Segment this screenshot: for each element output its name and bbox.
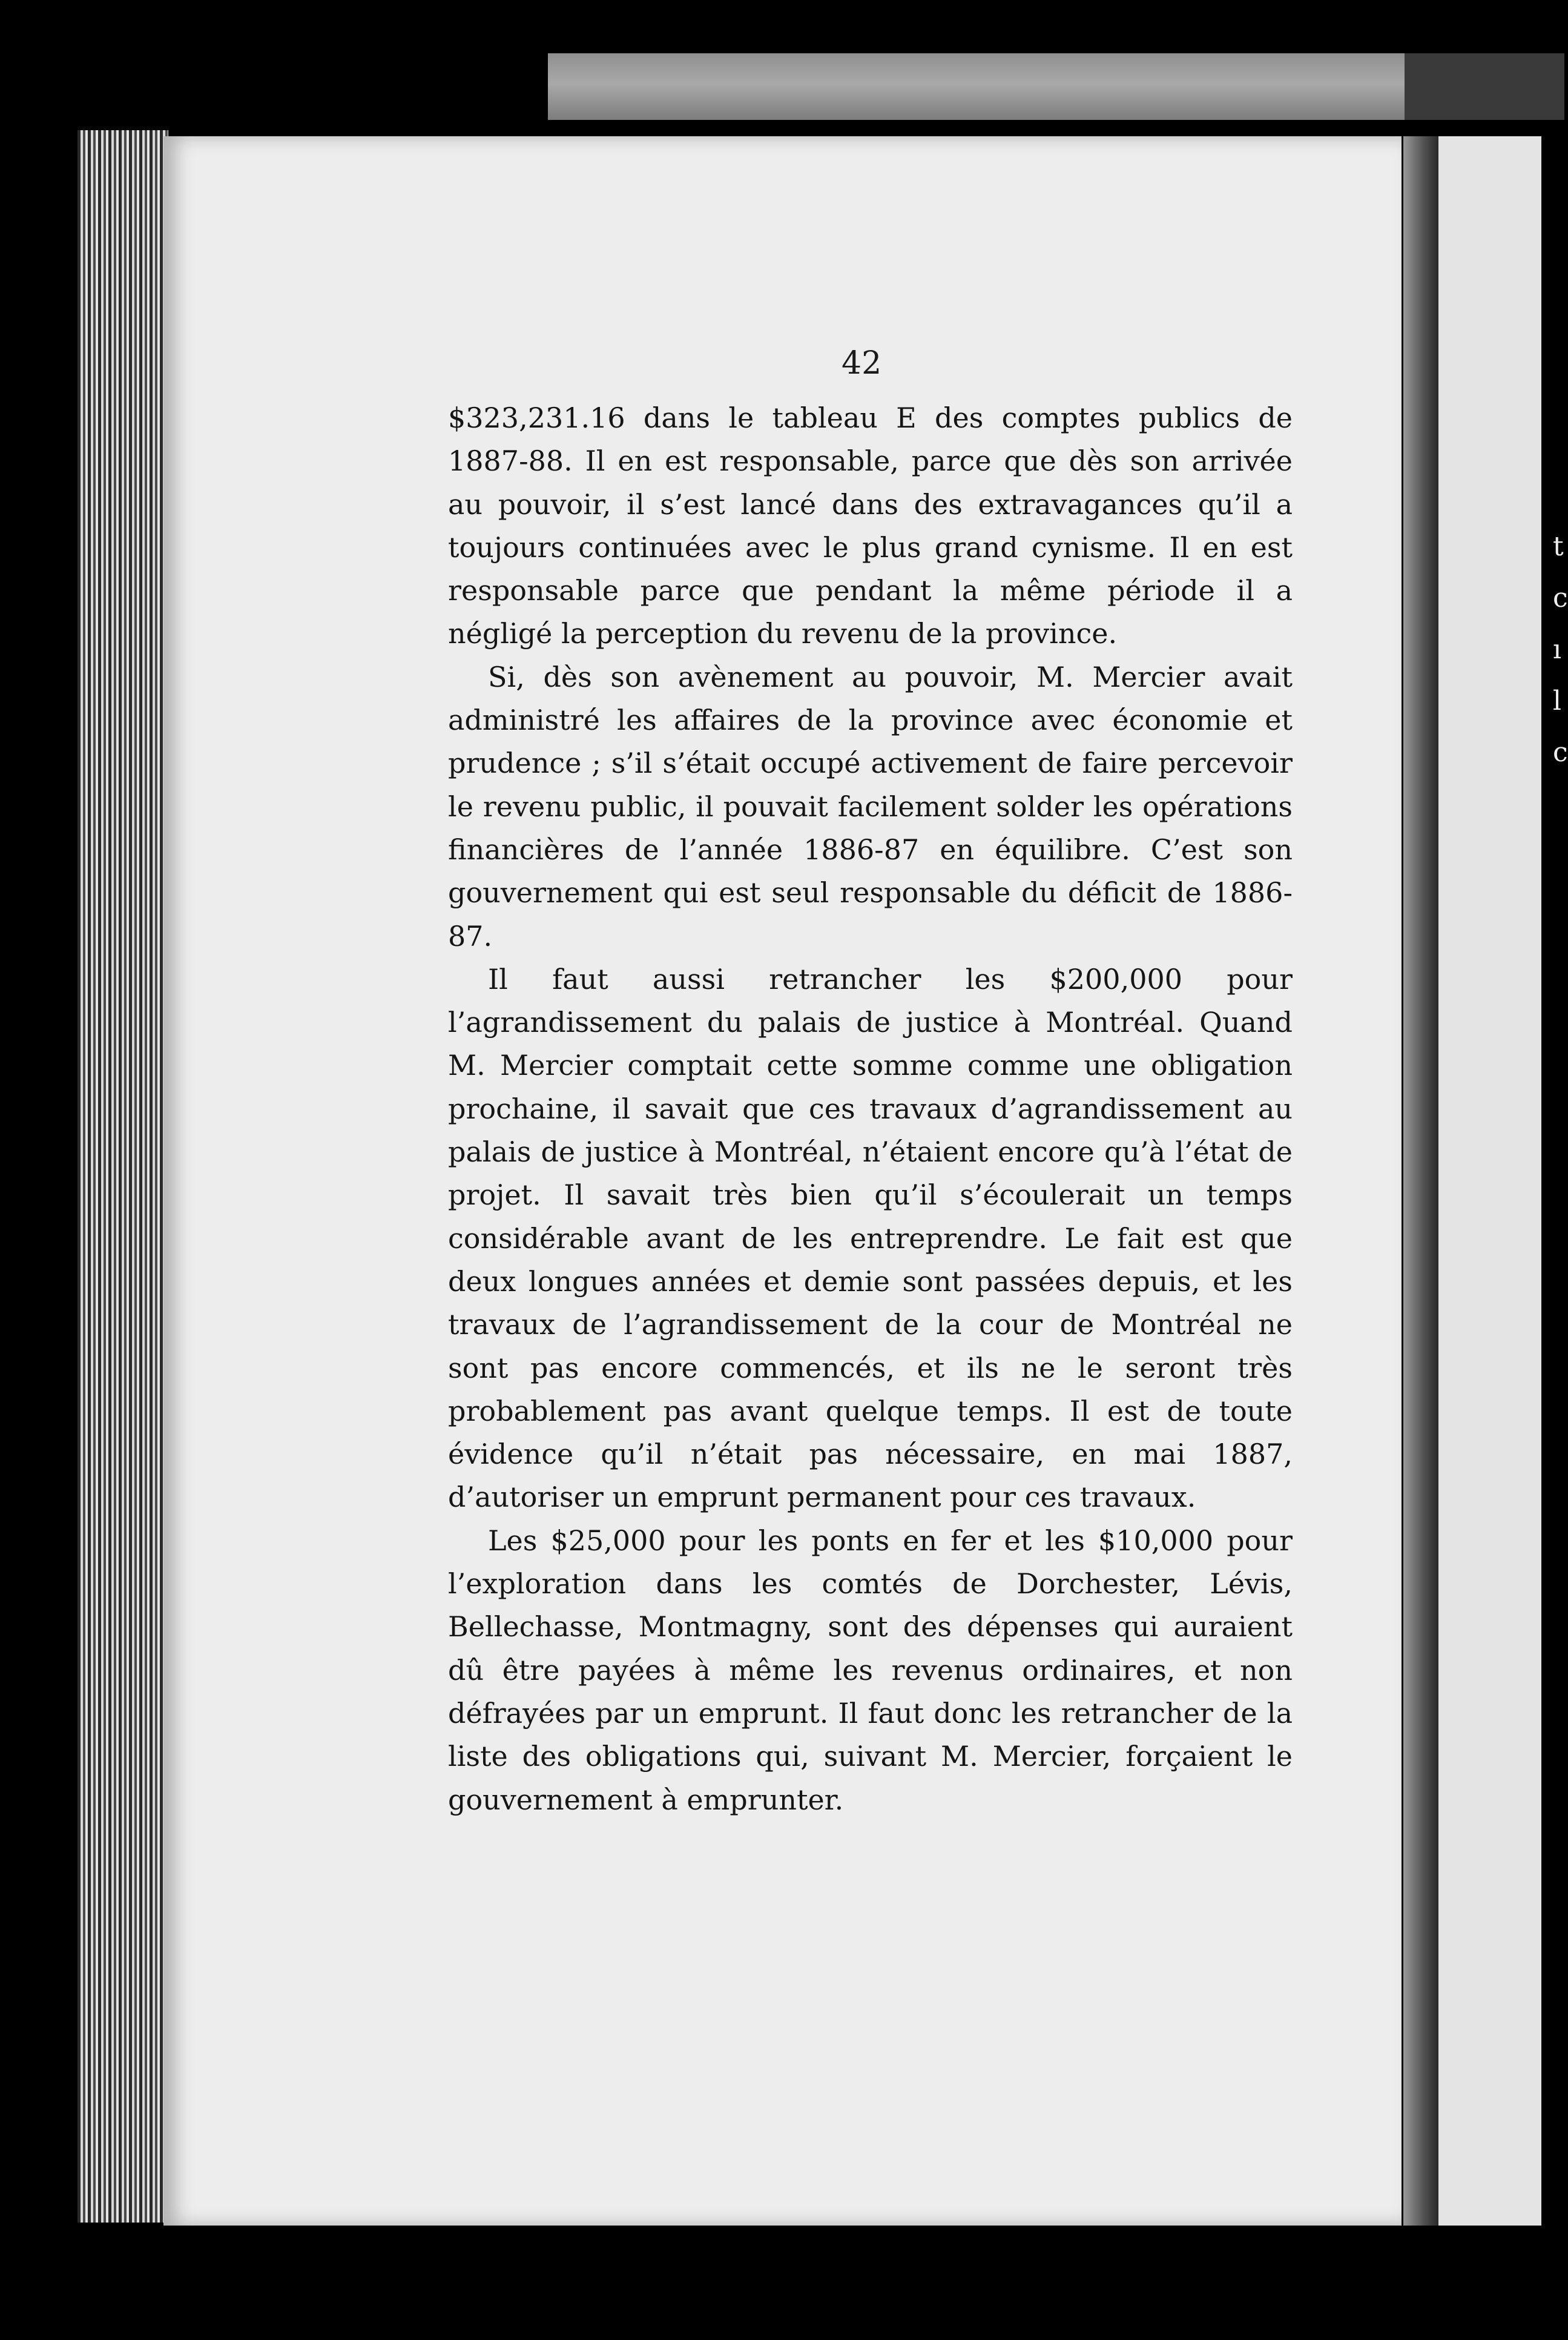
page-number: 42 (842, 345, 882, 382)
facing-letter: c (1553, 737, 1568, 768)
paragraph-4: Les $25,000 pour les ponts en fer et les $10,000 pour l’exploration dans les comtés de Dorchester, Lévis, Bellechasse, Montmagny, sont des dépenses qui auraient dû être payées à même les revenus ordinaires, et non défrayées par un emprunt. Il faut donc les retrancher de la liste des obligations qui, suivant M. Mercier, forçaient le gouvernement à emprunter. (448, 1524, 1293, 1816)
facing-page-letters (1553, 521, 1568, 778)
facing-letter: t (1553, 531, 1564, 562)
book-page-edges (77, 130, 168, 2223)
body-text (448, 397, 1293, 1822)
scan-background-dark (1405, 53, 1564, 120)
paragraph-1: $323,231.16 dans le tableau E des comptes publics de 1887-88. Il en est responsable, parce que dès son arrivée au pouvoir, il s’est lancé dans des extravagances qu’il a toujours continuées avec le plus grand cynisme. Il en est responsable parce que pendant la même période il a négligé la perception du revenu de la province. (448, 402, 1293, 650)
facing-page (1438, 136, 1541, 2226)
paragraph-3: Il faut aussi retrancher les $200,000 pour l’agrandissement du palais de justice à Montréal. Quand M. Mercier comptait cette somme comme une obligation prochaine, il savait que ces travaux d’agrandissement au palais de justice à Montréal, n’étaient encore qu’à l’état de projet. Il savait très bien qu’il s’écoulerait un temps considérable avant de les entreprendre. Le fait est que deux longues années et demie sont passées depuis, et les travaux de l’agrandissement de la cour de Montréal ne sont pas encore commencés, et ils ne le seront très probablement pas avant quelque temps. Il est de toute évidence qu’il n’était pas nécessaire, en mai 1887, d’autoriser un emprunt permanent pour ces travaux. (448, 962, 1293, 1514)
book-gutter (1403, 136, 1438, 2226)
paragraph-2: Si, dès son avènement au pouvoir, M. Mercier avait administré les affaires de la province avec économie et prudence ; s’il s’était occupé activement de faire percevoir le revenu public, il pouvait facilement solder les opérations financières de l’année 1886-87 en équilibre. C’est son gouvernement qui est seul responsable du déficit de 1886-87. (448, 660, 1293, 953)
facing-letter: ı (1553, 634, 1562, 665)
facing-letter: l (1553, 686, 1562, 716)
facing-letter: c (1553, 583, 1568, 613)
